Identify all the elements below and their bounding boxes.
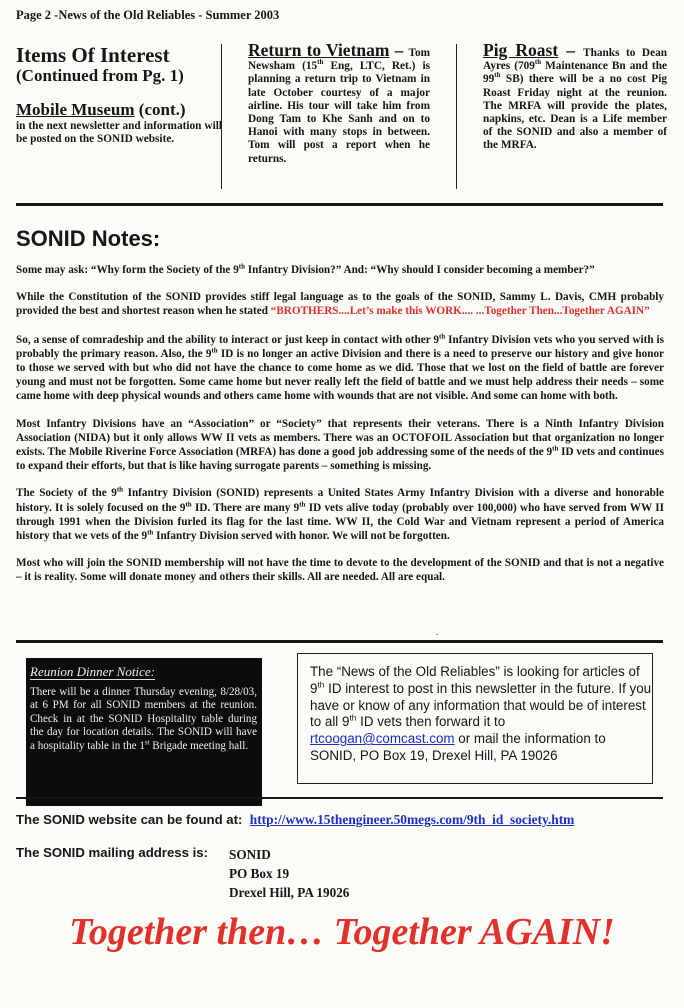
mail-line: Drexel Hill, PA 19026 xyxy=(229,885,350,900)
text: Infantry Division vets who you served with is probably the primary reason. Also, the 9 xyxy=(16,333,664,360)
sup: th xyxy=(439,331,446,340)
mail-line: SONID xyxy=(229,847,271,862)
mailing-address xyxy=(229,845,349,902)
text: The “News of the Old Reliables” is looking for articles of 9 xyxy=(310,664,640,696)
sup: th xyxy=(317,679,325,690)
sup: st xyxy=(144,738,150,746)
stray-dot: . xyxy=(436,627,439,637)
text: ID. There are many 9 xyxy=(191,501,300,514)
mobile-museum-head-suffix: (cont.) xyxy=(138,100,186,119)
column-divider xyxy=(456,44,457,189)
website-label: The SONID website can be found at: xyxy=(16,812,243,827)
heading-dash: – xyxy=(558,40,584,60)
text: So, a sense of comradeship and the ability to interact or just keep in contact with other 9 xyxy=(16,333,440,346)
items-of-interest-column xyxy=(16,44,222,146)
section-divider xyxy=(16,203,663,206)
page-header: Page 2 -News of the Old Reliables - Summer 2003 xyxy=(16,8,280,22)
email-link[interactable]: rtcoogan@comcast.com xyxy=(310,731,455,747)
vietnam-text: Tom Newsham (15 xyxy=(248,47,431,73)
text: While the Constitution of the SONID provides stiff legal language as to the goals of the SONID, Sammy L. Davis, CMH probably provided the best and shortest reason when he stated xyxy=(16,291,664,318)
heading-dash: – xyxy=(389,40,409,60)
pig-roast-text: SB) there will be a no cost Pig Roast Friday night at the reunion. The MRFA will provide the plates, napkins, etc. Dean is a Life member of the SONID and also a member of the MRFA. xyxy=(483,73,667,152)
together-again-slogan: Together then… Together AGAIN! xyxy=(69,911,615,953)
text: Brigade meeting hall. xyxy=(149,739,249,752)
items-of-interest-title: Items Of Interest xyxy=(16,43,170,67)
sonid-notes-title: SONID Notes: xyxy=(16,226,161,251)
website-link[interactable]: http://www.15thengineer.50megs.com/9th_id_society.htm xyxy=(249,812,575,827)
sup: th xyxy=(238,262,245,271)
items-of-interest-subtitle: (Continued from Pg. 1) xyxy=(16,66,184,85)
pig-roast-sup: th xyxy=(494,71,501,80)
text: Some may ask: “Why form the Society of the 9 xyxy=(16,264,239,276)
notes-paragraph: Most who will join the SONID membership will not have the time to devote to the development of the SONID and that is not a negative – it is reality. Some will donate money and others their skills. All are needed. All are equal. xyxy=(16,557,664,584)
notes-paragraph xyxy=(16,417,664,474)
sup: th xyxy=(349,712,357,723)
column-divider xyxy=(221,44,222,189)
mail-line: PO Box 19 xyxy=(229,866,290,881)
pig-roast-text: Thanks to Dean Ayres (709 xyxy=(483,47,668,73)
notes-paragraph xyxy=(16,263,664,277)
text: or mail the information to SONID, PO Box 19, Drexel Hill, PA 19026 xyxy=(310,731,606,763)
text: ID vets alive today (probably over 100,000) who have served from WW II through 1991 when the Division furled its flag for the last time. WW II, the Cold War and Vietnam represent a period of America history that we vets of the 9 xyxy=(16,501,664,543)
pig-roast-column xyxy=(483,40,668,153)
section-divider xyxy=(16,797,663,799)
articles-request-box xyxy=(297,653,653,784)
pig-roast-heading: Pig Roast xyxy=(483,40,559,60)
sonid-notes-body xyxy=(16,263,664,598)
notes-paragraph xyxy=(16,290,664,318)
vietnam-text: Eng, LTC, Ret.) is planning a return trip to Vietnam in late October courtesy of a major airline. His tour will take him from Dong Tam to Khe Sanh and on to Hanoi with many stops in between. Tom will post a report when he returns. xyxy=(248,60,430,165)
sup: th xyxy=(147,528,154,537)
text: ID vets then forward it to xyxy=(356,714,506,730)
mobile-museum-heading xyxy=(16,100,222,120)
sup: th xyxy=(299,499,306,508)
text: Infantry Division (SONID) represents a United States Army Infantry Division with a diverse and honorable history. It is solely focused on the 9 xyxy=(16,487,664,514)
text: There will be a dinner Thursday evening, 8/28/03, at 6 PM for all SONID members at the reunion. Check in at the SONID Hospitality table during the day for location details. The SONID will have a hospitality table in the 1 xyxy=(30,685,257,752)
text: Most Infantry Divisions have an “Association” or “Society” that represents their veterans. There is a Ninth Infantry Division Association (NIDA) but it only allows WW II vets as members. There was an OCTOFOIL Association but that organization no longer exists. The Mobile Riverine Force Association (MRFA) has done a good job addressing some of the needs of the 9 xyxy=(16,417,664,459)
sup: th xyxy=(552,444,559,453)
text: The Society of the 9 xyxy=(16,487,117,500)
mobile-museum-head-text: Mobile Museum xyxy=(16,100,135,119)
pig-roast-text: Maintenance Bn and the 99 xyxy=(483,60,667,86)
text: ID vets and continues to expand their efforts, but that is like having surrogate parents – something is missing. xyxy=(16,446,665,473)
section-divider xyxy=(16,640,663,643)
reunion-dinner-title: Reunion Dinner Notice: xyxy=(30,664,155,679)
notes-paragraph xyxy=(16,333,664,404)
text: ID interest to post in this newsletter in the future. If you have or know of any information that would be of interest to all 9 xyxy=(310,680,652,730)
sup: th xyxy=(185,499,192,508)
reunion-dinner-notice-box xyxy=(26,658,262,806)
return-to-vietnam-heading: Return to Vietnam xyxy=(248,40,390,60)
return-to-vietnam-column xyxy=(248,40,431,166)
sup: th xyxy=(116,485,124,494)
reunion-dinner-body xyxy=(30,686,257,754)
text: Infantry Division served with honor. We will not be forgotten. xyxy=(153,530,450,543)
text: Infantry Division?” And: “Why should I consider becoming a member?” xyxy=(244,264,595,276)
mobile-museum-body: in the next newsletter and information will be posted on the SONID website. xyxy=(16,120,222,146)
sup: th xyxy=(211,346,218,355)
brothers-quote: “BROTHERS....Let’s make this WORK.... ...Together Then...Together AGAIN” xyxy=(270,305,650,318)
text: ID is no longer an active Division and there is a need to preserve our history and give honor to those we served with but who did not have the chance to come home as we did. Those that we lost on the field of battle are forever young and must not be forgotten. Some came home but never really left the field of battle and we must help address their needs – some came home with deep physical wounds and others came home with wounds that are not visible. And some can home with both. xyxy=(16,347,665,403)
website-line xyxy=(16,812,574,828)
notes-paragraph xyxy=(16,486,664,543)
pig-roast-sup: th xyxy=(534,58,542,67)
mailing-address-label: The SONID mailing address is: xyxy=(16,845,208,860)
vietnam-sup: th xyxy=(317,58,324,67)
